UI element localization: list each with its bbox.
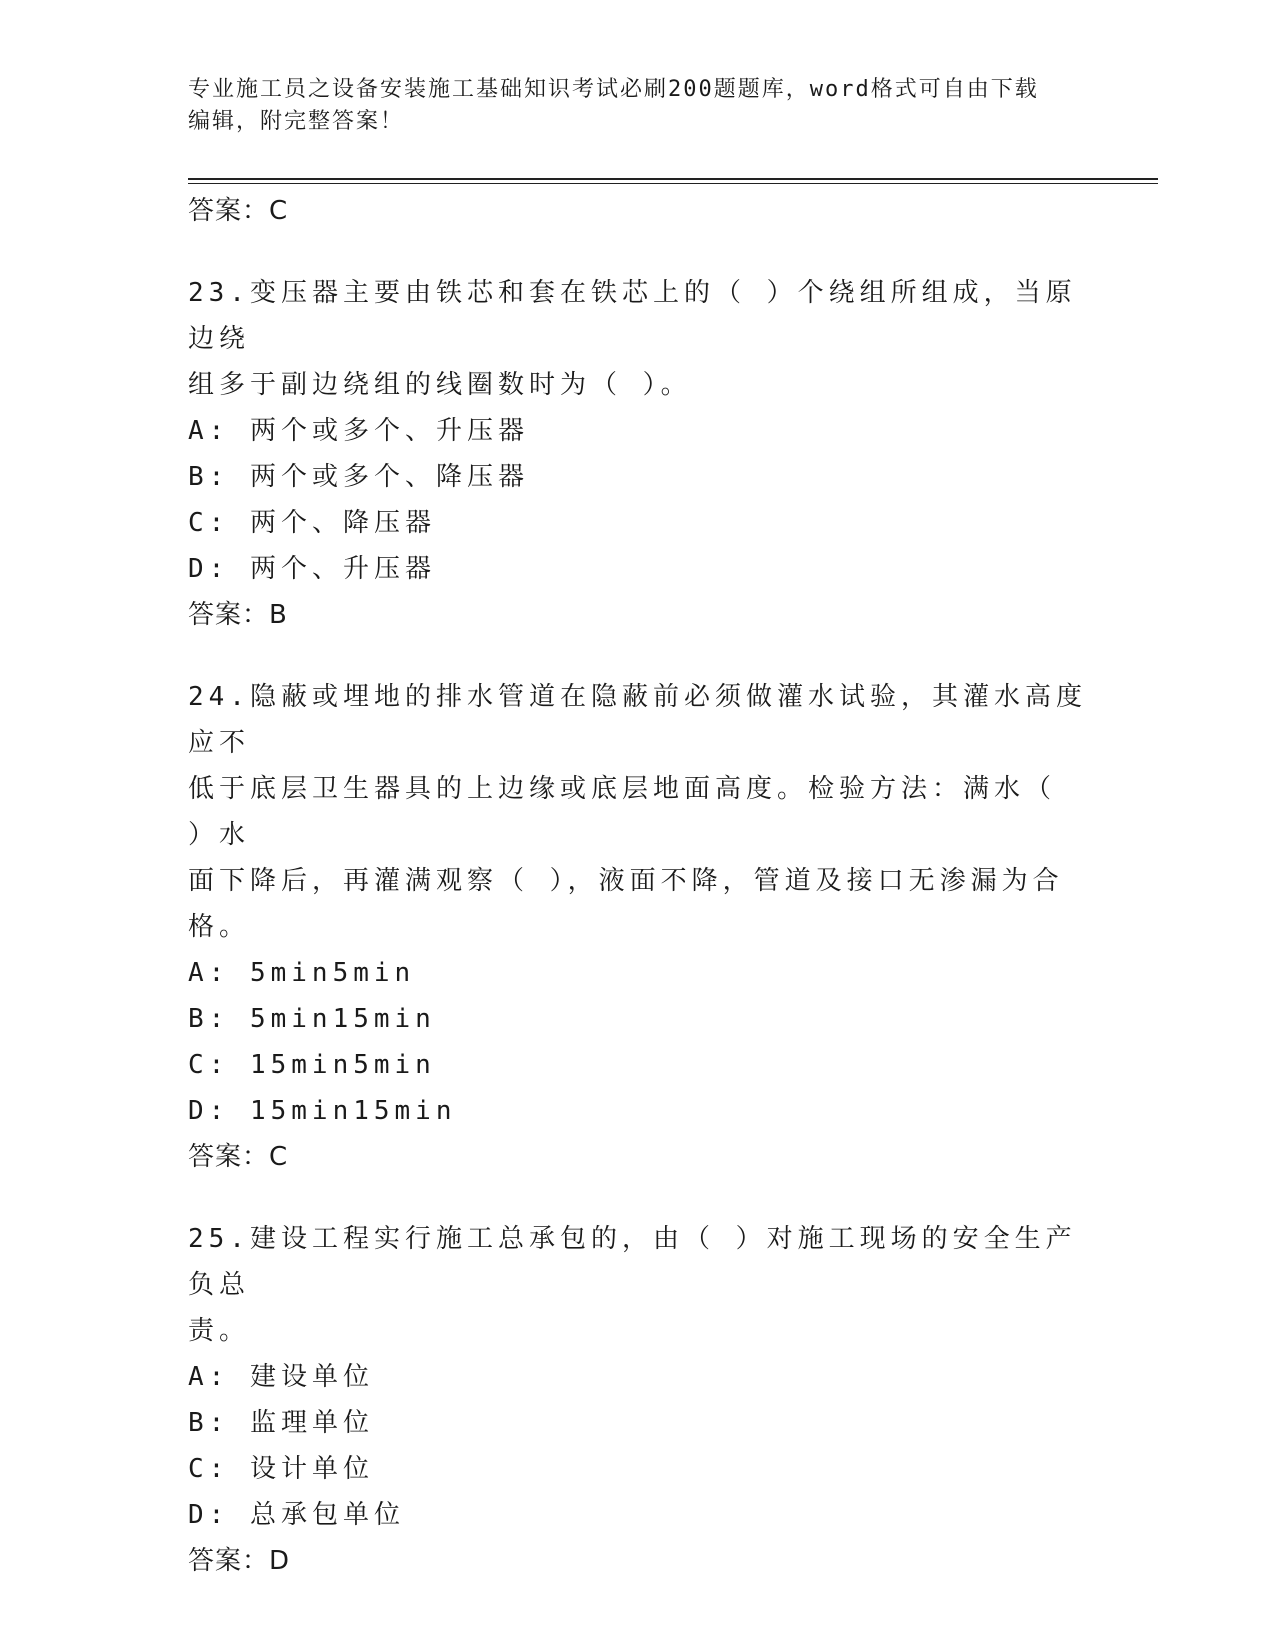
- option-b: B: 监理单位: [188, 1408, 374, 1438]
- option-d: D: 总承包单位: [188, 1500, 405, 1530]
- option-a: A: 两个或多个、升压器: [188, 416, 529, 446]
- option-c: C: 设计单位: [188, 1454, 374, 1484]
- question-stem-line: 责。: [188, 1316, 251, 1346]
- answer-line: 答案：D: [188, 1546, 291, 1576]
- option-d: D: 15min15min: [188, 1096, 457, 1126]
- question-24: [188, 674, 1088, 1180]
- option-b: B: 两个或多个、降压器: [188, 462, 529, 492]
- question-list: [188, 188, 1088, 1584]
- answer-line: 答案：B: [188, 600, 288, 630]
- header-line-2: 编辑，附完整答案！: [188, 109, 405, 134]
- option-a: A: 5min5min: [188, 958, 416, 988]
- page-header: [188, 74, 1088, 138]
- question-stem-line: 低于底层卫生器具的上边缘或底层地面高度。检验方法：满水（ ）水: [188, 774, 1077, 850]
- option-c: C: 15min5min: [188, 1050, 436, 1080]
- option-b: B: 5min15min: [188, 1004, 436, 1034]
- previous-answer: 答案：C: [188, 196, 289, 226]
- answer-line: 答案：C: [188, 1142, 289, 1172]
- question-stem-line: 23.变压器主要由铁芯和套在铁芯上的（ ）个绕组所组成，当原边绕: [188, 278, 1077, 354]
- question-stem-line: 组多于副边绕组的线圈数时为（ ）。: [188, 370, 692, 400]
- header-divider: [188, 178, 1158, 180]
- question-stem-line: 面下降后，再灌满观察（ ），液面不降，管道及接口无渗漏为合格。: [188, 866, 1064, 942]
- option-c: C: 两个、降压器: [188, 508, 436, 538]
- option-a: A: 建设单位: [188, 1362, 374, 1392]
- question-25: [188, 1216, 1088, 1584]
- question-stem-line: 24.隐蔽或埋地的排水管道在隐蔽前必须做灌水试验，其灌水高度应不: [188, 682, 1087, 758]
- question-stem-line: 25.建设工程实行施工总承包的，由（ ）对施工现场的安全生产负总: [188, 1224, 1077, 1300]
- header-line-1: 专业施工员之设备安装施工基础知识考试必刷200题题库，word格式可自由下载: [188, 77, 1039, 102]
- option-d: D: 两个、升压器: [188, 554, 436, 584]
- header-divider-thin: [188, 183, 1158, 184]
- question-23: [188, 270, 1088, 638]
